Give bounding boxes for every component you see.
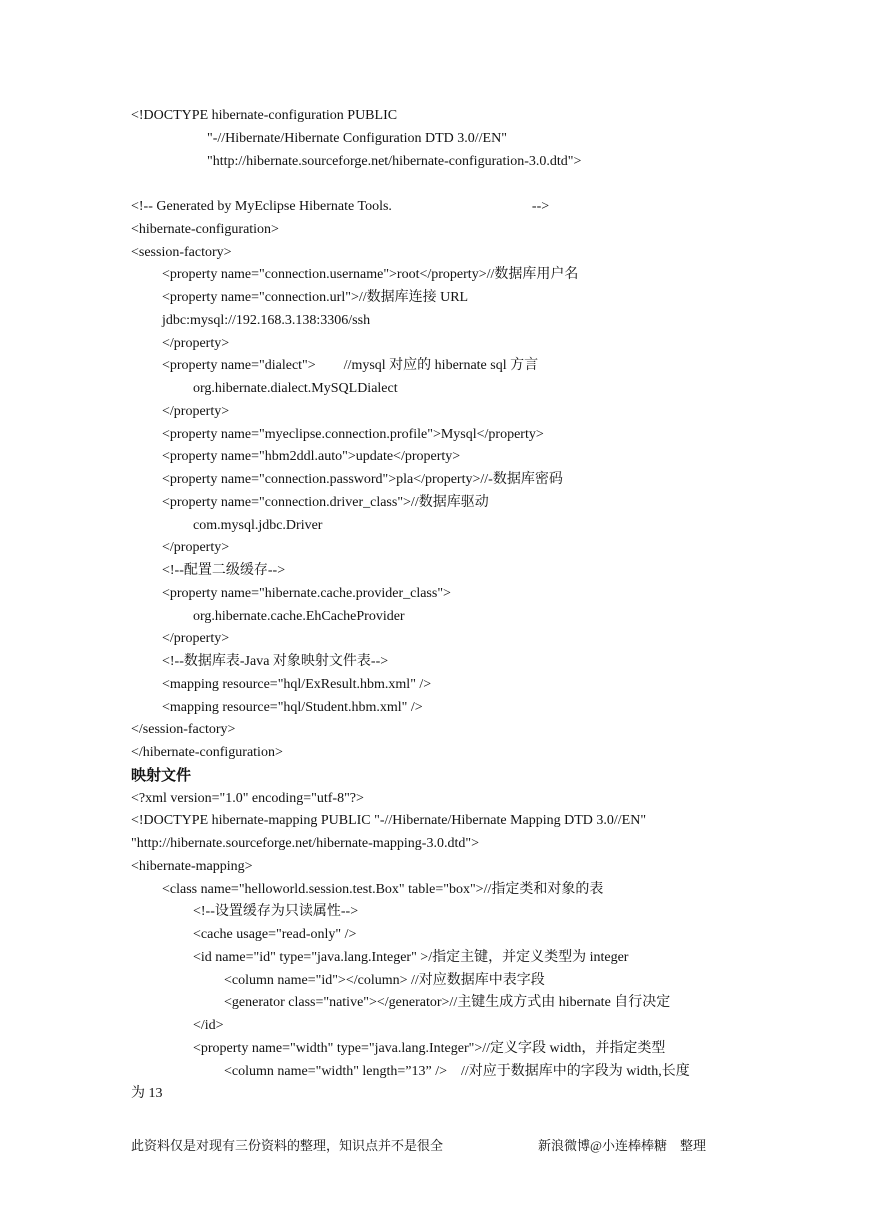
code-line: </id> xyxy=(193,1018,224,1033)
code-line: <mapping resource="hql/Student.hbm.xml" /> xyxy=(162,699,423,715)
code-line: <hibernate-configuration> xyxy=(131,221,279,237)
code-line: <property name="myeclipse.connection.profile">Mysql</property> xyxy=(162,426,544,442)
code-line: <hibernate-mapping> xyxy=(131,858,253,874)
code-line: <!DOCTYPE hibernate-configuration PUBLIC xyxy=(131,108,398,123)
code-line: <property name="dialect"> //mysql 对应的 hibernate sql 方言 xyxy=(162,358,539,374)
code-line: <property name="width" type="java.lang.Integer">//定义字段 width，并指定类型 xyxy=(193,1040,666,1056)
footer-right-note: 新浪微博@小连棒棒糖 整理 xyxy=(538,1138,706,1153)
code-line: 为 13 xyxy=(131,1086,163,1102)
code-line: </session-factory> xyxy=(131,722,236,738)
code-line: <generator class="native"></generator>//主键生成方式由 hibernate 自行决定 xyxy=(224,995,671,1011)
code-line: <mapping resource="hql/ExResult.hbm.xml" /> xyxy=(162,676,432,692)
code-line: <!--设置缓存为只读属性--> xyxy=(193,904,359,920)
code-line: "http://hibernate.sourceforge.net/hibernate-mapping-3.0.dtd"> xyxy=(131,836,479,851)
code-line: <id name="id" type="java.lang.Integer" >/指定主键，并定义类型为 integer xyxy=(193,949,629,965)
code-line: </hibernate-configuration> xyxy=(131,745,283,760)
code-line: <session-factory> xyxy=(131,244,232,260)
code-line: <column name="width" length=”13” /> //对应于数据库中的字段为 width,长度 xyxy=(224,1063,690,1079)
code-line: org.hibernate.dialect.MySQLDialect xyxy=(193,381,398,396)
code-line: <property name="connection.password">pla</property>//-数据库密码 xyxy=(162,472,563,487)
code-line: jdbc:mysql://192.168.3.138:3306/ssh xyxy=(162,312,371,328)
code-line: <class name="helloworld.session.test.Box" table="box">//指定类和对象的表 xyxy=(162,881,604,897)
code-line: <?xml version="1.0" encoding="utf-8"?> xyxy=(131,790,364,806)
code-line: "http://hibernate.sourceforge.net/hibernate-configuration-3.0.dtd"> xyxy=(207,153,582,169)
code-line: <column name="id"></column> //对应数据库中表字段 xyxy=(224,972,545,988)
code-line: </property> xyxy=(162,540,230,556)
code-line: <!--数据库表-Java 对象映射文件表--> xyxy=(162,654,389,669)
code-line: </property> xyxy=(162,403,230,419)
code-line: <property name="connection.driver_class">//数据库驱动 xyxy=(162,494,489,510)
code-line: <property name="hbm2ddl.auto">update</property> xyxy=(162,449,461,465)
code-line: <!--配置二级缓存--> xyxy=(162,563,286,578)
code-line: </property> xyxy=(162,631,230,647)
code-line: <property name="hibernate.cache.provider_class"> xyxy=(162,585,451,601)
section-heading: 映射文件 xyxy=(131,767,192,784)
code-line: com.mysql.jdbc.Driver xyxy=(193,517,323,533)
code-line: <!DOCTYPE hibernate-mapping PUBLIC "-//Hibernate/Hibernate Mapping DTD 3.0//EN" xyxy=(131,813,647,829)
footer-left-note: 此资料仅是对现有三份资料的整理，知识点并不是很全 xyxy=(131,1138,444,1153)
code-line: </property> xyxy=(162,335,230,351)
code-line: <property name="connection.url">//数据库连接 URL xyxy=(162,290,469,305)
code-line: "-//Hibernate/Hibernate Configuration DTD 3.0//EN" xyxy=(207,130,507,146)
code-line: org.hibernate.cache.EhCacheProvider xyxy=(193,608,405,624)
code-line: <cache usage="read-only" /> xyxy=(193,927,357,942)
code-line: <!-- Generated by MyEclipse Hibernate Tools. --> xyxy=(131,199,550,214)
code-line: <property name="connection.username">root</property>//数据库用户名 xyxy=(162,267,579,283)
